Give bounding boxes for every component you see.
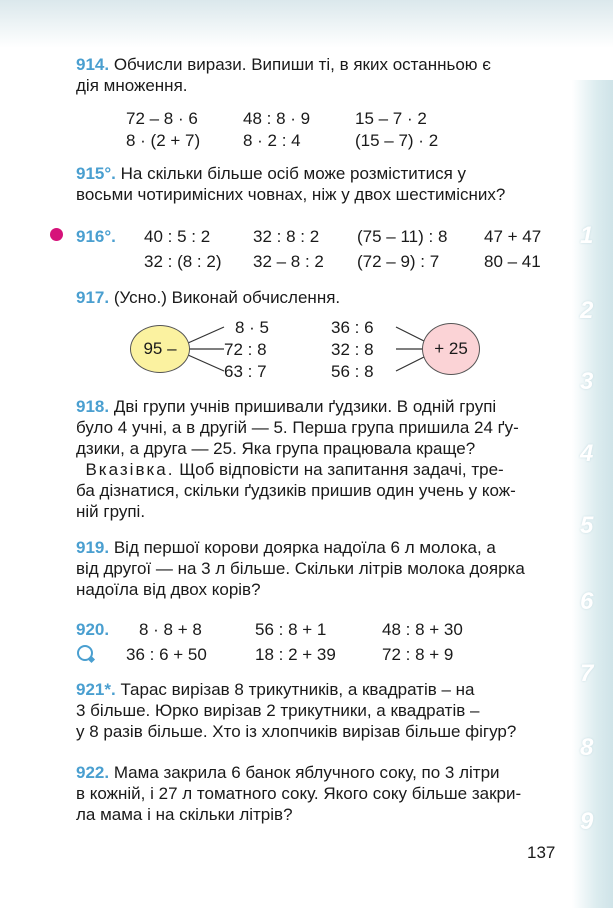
task-915-text: 915°. На скільки більше осіб може розміститися у восьми чотиримісних човнах, ніж у двох шестимісних?: [76, 164, 506, 204]
expression: 56 : 8 + 1: [255, 620, 327, 639]
expression: 8 · 8 + 8: [139, 620, 202, 639]
left-oval: 95 –: [130, 325, 190, 373]
side-number: 8: [580, 734, 594, 761]
task-number: 919.: [76, 538, 110, 557]
expression: 47 + 47: [484, 227, 542, 246]
expression: 72 – 8 · 6: [126, 109, 198, 128]
expression: 8 · 2 : 4: [243, 131, 301, 150]
task-921-text: 921*. Тарас вирізав 8 трикутників, а квадратів – на 3 більше. Юрко вирізав 2 трикутники, а квадратів – у 8 разів більше. Хто із хлопчиків вирізав більше фігур?: [76, 680, 517, 741]
side-number: 6: [580, 588, 594, 615]
side-number: 9: [580, 808, 594, 835]
repeat-icon: [77, 645, 93, 661]
expression: 48 : 8 + 30: [382, 620, 463, 639]
expression: 40 : 5 : 2: [144, 227, 211, 246]
expression: 32 – 8 : 2: [253, 252, 324, 271]
expression: (15 – 7) · 2: [355, 131, 439, 150]
task-number: 916°.: [76, 227, 116, 246]
expression: (75 – 11) : 8: [357, 227, 448, 246]
expression: 48 : 8 · 9: [243, 109, 311, 128]
expression: (72 – 9) : 7: [357, 252, 440, 271]
page-number: 137: [527, 843, 556, 862]
side-number: 2: [580, 297, 594, 324]
right-oval: + 25: [422, 323, 480, 375]
hint-label: Вказівка.: [85, 460, 175, 479]
side-number: 4: [580, 440, 594, 467]
expression: 36 : 6: [331, 318, 374, 337]
expression: 8 · (2 + 7): [126, 131, 201, 150]
task-number: 915°.: [76, 164, 116, 183]
expression: 80 – 41: [484, 252, 541, 271]
task-number: 921*.: [76, 680, 116, 699]
task-number: 920.: [76, 620, 110, 639]
expression: 72 : 8: [224, 340, 267, 359]
expression: 63 : 7: [224, 362, 267, 381]
task-number: 914.: [76, 55, 110, 74]
expression: 72 : 8 + 9: [382, 645, 454, 664]
task-number: 917.: [76, 288, 110, 307]
side-number: 7: [580, 660, 594, 687]
expression: 36 : 6 + 50: [126, 645, 207, 664]
expression: 32 : 8: [331, 340, 374, 359]
task-919-text: 919. Від першої корови доярка надоїла 6 л молока, а від другої — на 3 л більше. Скільки літрів молока доярка надоїла від двох корів?: [76, 538, 525, 599]
expression: 32 : 8 : 2: [253, 227, 320, 246]
expression: 15 – 7 · 2: [355, 109, 427, 128]
task-917-text: 917. (Усно.) Виконай обчислення.: [76, 288, 341, 307]
expression: 18 : 2 + 39: [255, 645, 336, 664]
side-number: 5: [580, 512, 594, 539]
side-number: 3: [580, 368, 594, 395]
expression: 8 · 5: [235, 318, 270, 337]
task-number: 918.: [76, 397, 110, 416]
task-number: 922.: [76, 763, 110, 782]
side-number: 1: [580, 222, 594, 249]
expression: 56 : 8: [331, 362, 374, 381]
task-914-text: 914. Обчисли вирази. Випиши ті, в яких останньою є дія множення.: [76, 55, 491, 95]
task-918-text: 918. Дві групи учнів пришивали ґудзики. В одній групі було 4 учні, а в другій — 5. Перша група пришила 24 ґу- дзики, а друга — 25. Яка група працювала краще? Вказівка. Щоб відповісти на запитання задачі, тре- ба дізнатися, скільки ґудзиків пришив один учень у кож- ній групі.: [76, 397, 519, 521]
expression: 32 : (8 : 2): [144, 252, 222, 271]
task-922-text: 922. Мама закрила 6 банок яблучного соку, по 3 літри в кожній, і 27 л томатного соку. Якого соку більше закри- ла мама і на скільки літрів?: [76, 763, 522, 824]
